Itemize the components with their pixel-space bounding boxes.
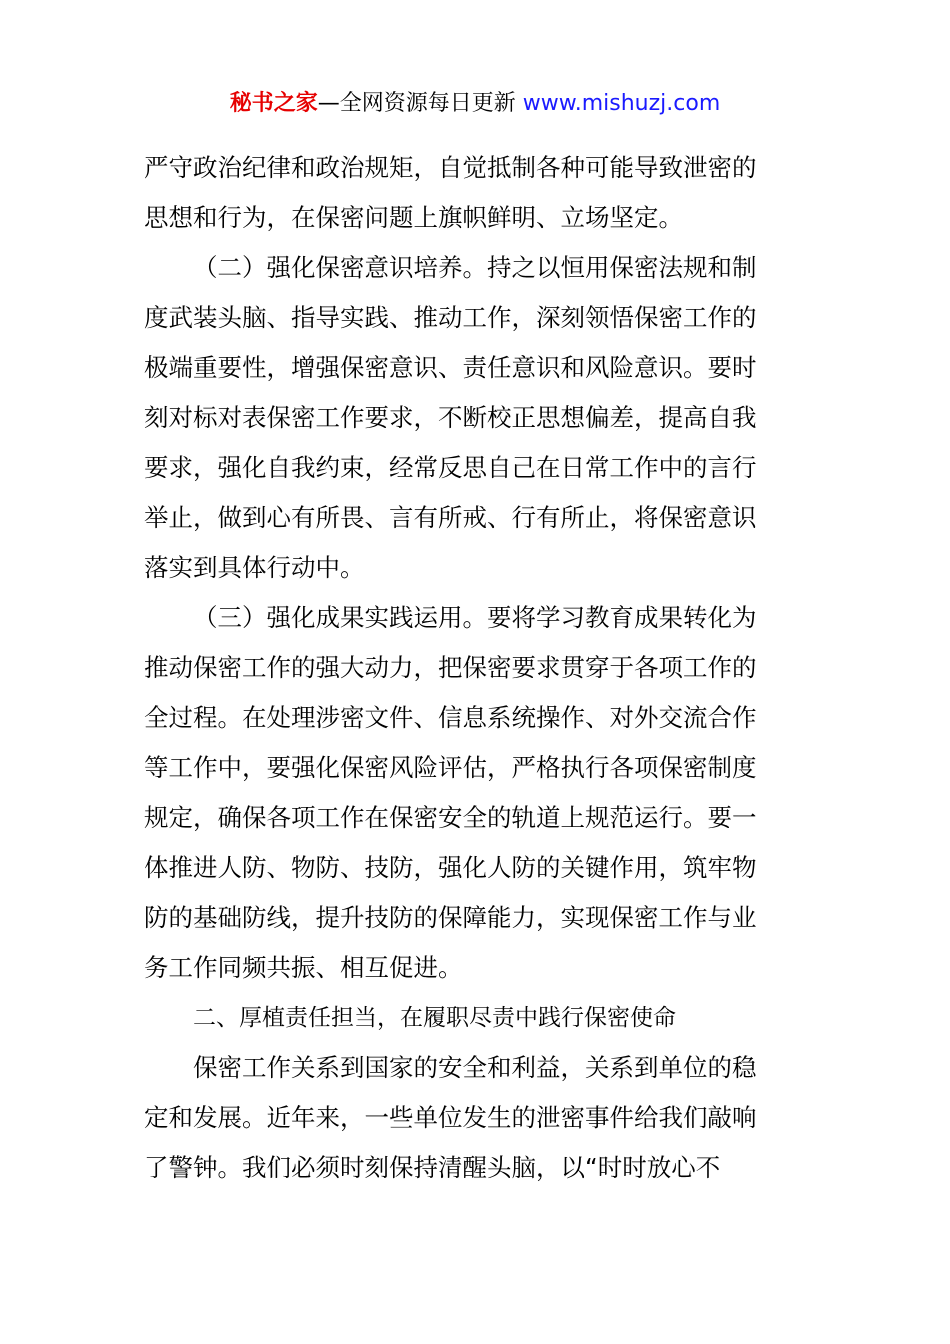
- text-line: 思想和行为，在保密问题上旗帜鲜明、立场坚定。: [144, 203, 683, 232]
- document-body: [144, 143, 808, 1193]
- text-line: 体推进人防、物防、技防，强化人防的关键作用，筑牢物: [144, 853, 757, 882]
- text-line: 等工作中，要强化保密风险评估，严格执行各项保密制度: [144, 753, 757, 782]
- text-line: 极端重要性，增强保密意识、责任意识和风险意识。要时: [144, 353, 757, 382]
- text-line: 度武装头脑、指导实践、推动工作，深刻领悟保密工作的: [144, 303, 757, 332]
- text-line: 了警钟。我们必须时刻保持清醒头脑，以“时时放心不: [144, 1153, 721, 1182]
- text-line: 举止，做到心有所畏、言有所戒、行有所止，将保密意识: [144, 503, 757, 532]
- section-paragraph-start: 保密工作关系到国家的安全和利益，关系到单位的稳: [193, 1053, 757, 1082]
- site-brand: 秘书之家: [229, 91, 318, 116]
- text-line: 要求，强化自我约束，经常反思自己在日常工作中的言行: [144, 453, 757, 482]
- text-line: 务工作同频共振、相互促进。: [144, 953, 463, 982]
- text-line: 严守政治纪律和政治规矩，自觉抵制各种可能导致泄密的: [144, 153, 757, 182]
- text-line: 规定，确保各项工作在保密安全的轨道上规范运行。要一: [144, 803, 757, 832]
- section-heading: 二、厚植责任担当，在履职尽责中践行保密使命: [193, 1005, 676, 1031]
- section-paragraph-start: （三）强化成果实践运用。要将学习教育成果转化为: [193, 603, 757, 632]
- text-line: 全过程。在处理涉密文件、信息系统操作、对外交流合作: [144, 703, 757, 732]
- text-line: 推动保密工作的强大动力，把保密要求贯穿于各项工作的: [144, 653, 757, 682]
- text-line: 刻对标对表保密工作要求，不断校正思想偏差，提高自我: [144, 403, 757, 432]
- section-paragraph-start: （二）强化保密意识培养。持之以恒用保密法规和制: [193, 253, 757, 282]
- text-line: 防的基础防线，提升技防的保障能力，实现保密工作与业: [144, 903, 757, 932]
- text-line: 定和发展。近年来，一些单位发生的泄密事件给我们敲响: [144, 1103, 757, 1132]
- text-line: 落实到具体行动中。: [144, 553, 365, 582]
- site-tagline: —全网资源每日更新: [317, 91, 523, 116]
- site-url-link[interactable]: www.mishuzj.com: [522, 91, 721, 116]
- page-header: [0, 86, 950, 122]
